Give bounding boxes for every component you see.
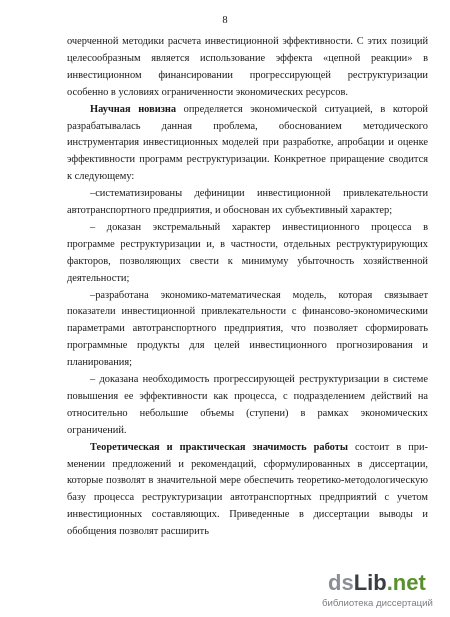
text-line: [67, 491, 428, 504]
watermark-caption: библиотека диссертаций: [322, 598, 433, 609]
text-line: [90, 373, 428, 386]
line-text: относительно небольшие объемы (ступени) в рамках экономических: [67, 407, 428, 419]
line-text: программные продукты для целей инвестиционного прогнозирования и: [67, 340, 428, 352]
line-text: программе реструктуризации и, в частности, отдельных реструктурирующих: [67, 238, 428, 250]
line-text: факторов, позволяющих свести к минимуму убыточность хозяйственной: [67, 255, 428, 267]
text-line: [90, 441, 428, 454]
line-text: ограничений.: [67, 424, 127, 436]
line-text: параметрами автотранспортного предприятия, что позволяет сформировать: [67, 323, 428, 335]
text-line: [67, 272, 428, 285]
line-text: менении предложений и рекомендаций, сформулированных в диссертации,: [67, 458, 428, 470]
text-line: [67, 390, 428, 403]
text-line: [67, 474, 428, 487]
line-text: состоит в при-: [347, 441, 428, 453]
line-text: эффективности программ реструктуризации. Конкретное приращение сводится: [67, 154, 428, 166]
line-text: базу процесса реструктуризации автотранспортных предприятий с учетом: [67, 492, 428, 504]
text-line: [67, 525, 428, 538]
line-text: разрабатывалась данная проблема, обоснованием методического: [67, 120, 428, 132]
bold-heading: Научная новизна: [90, 103, 177, 115]
line-text: к следующему:: [67, 171, 135, 183]
line-text: которые позволят в значительной мере обеспечить теоретико-методологическую: [67, 475, 428, 487]
text-line: [67, 424, 428, 437]
text-line: [90, 289, 428, 302]
text-line: [67, 238, 428, 251]
watermark-logo: dsLib.net: [328, 570, 426, 595]
text-line: [67, 170, 428, 183]
text-line: [67, 407, 428, 420]
line-text: очерченной методики расчета инвестиционной эффективности. С этих позиций: [67, 36, 428, 47]
text-line: [67, 136, 428, 149]
line-text: планирования;: [67, 357, 133, 369]
line-text: – доказана необходимость прогрессирующей реструктуризации в системе: [90, 374, 428, 385]
line-text: – доказан экстремальный характер инвестиционного процесса в: [90, 221, 428, 233]
line-text: автотранспортного предприятия, и обоснован их субъективный характер;: [67, 205, 393, 216]
text-line: [67, 35, 428, 48]
text-line: [90, 103, 428, 116]
text-line: [67, 305, 428, 318]
line-text: инвестиционном финансировании прогрессирующей реструктуризации: [67, 69, 428, 81]
text-line: [67, 153, 428, 166]
text-line: [67, 339, 428, 352]
line-text: повышения ее эффективности как процесса, с подразделением действий на: [67, 390, 428, 402]
text-line: [67, 86, 428, 99]
line-text: инструментария инвестиционных моделей при разработке, апробации и оценке: [67, 137, 428, 149]
line-text: особенно в условиях ограниченности экономических ресурсов.: [67, 86, 348, 98]
line-text: обобщения позволят расширить: [67, 526, 209, 538]
line-text: показатели инвестиционной привлекательности с финансово-экономическими: [67, 306, 428, 318]
line-text: определяется экономической ситуацией, в которой: [176, 103, 428, 115]
line-text: –систематизированы дефиниции инвестиционной привлекательности: [90, 188, 428, 200]
text-line: [67, 120, 428, 133]
text-line: [67, 508, 428, 521]
text-line: [67, 52, 428, 65]
text-line: [90, 187, 428, 200]
page-number: 8: [222, 15, 228, 26]
text-line: [90, 221, 428, 234]
text-line: [67, 458, 428, 471]
bold-heading: Теоретическая и практическая значимость работы: [90, 441, 348, 453]
text-line: [67, 322, 428, 335]
text-line: [67, 204, 428, 217]
dslib-watermark: [320, 570, 448, 614]
line-text: целесообразным является использование эффекта «цепной реакции» в: [67, 52, 428, 64]
text-line: [67, 356, 428, 369]
line-text: –разработана экономико-математическая модель, которая связывает: [90, 289, 428, 301]
line-text: инвестиционных составляющих. Приведенные в диссертации выводы и: [67, 509, 428, 521]
line-text: деятельности;: [67, 272, 130, 284]
text-line: [67, 69, 428, 82]
text-line: [67, 255, 428, 268]
